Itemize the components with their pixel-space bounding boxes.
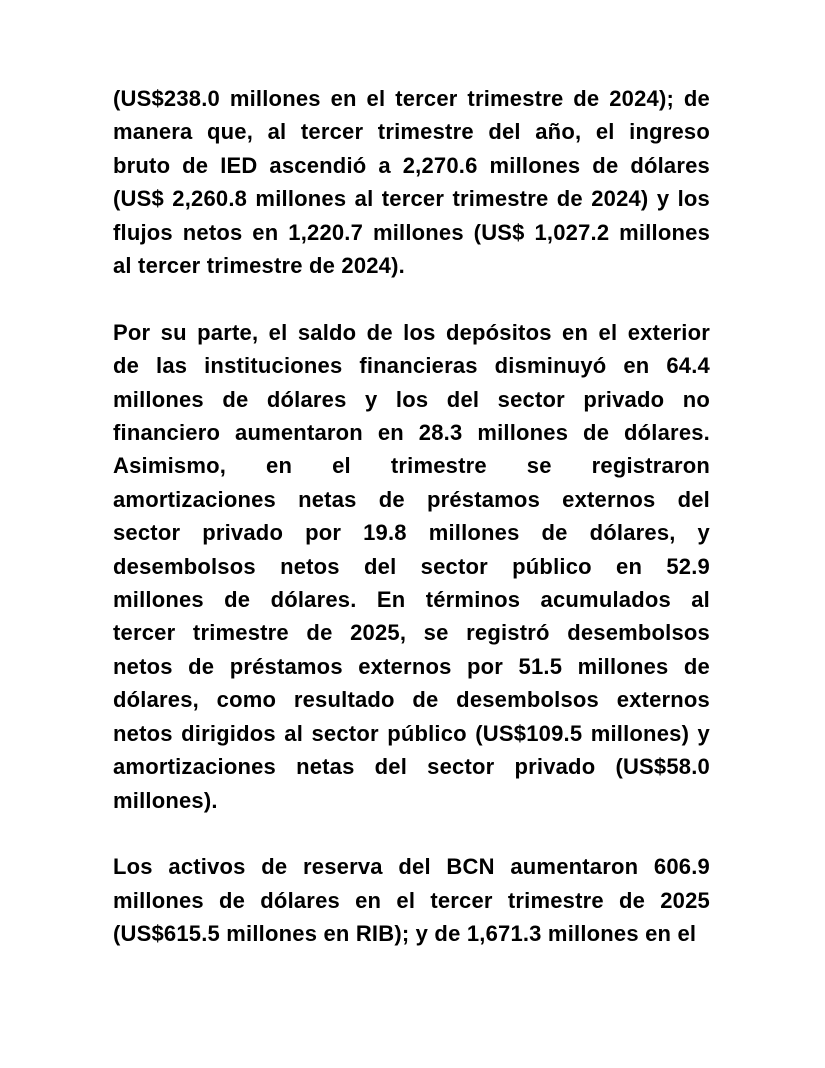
text-line: millones). — [113, 787, 218, 813]
text-line: (US$238.0 millones en el tercer trimestre de 2024); de — [113, 86, 710, 111]
text-line: Por su parte, el saldo de los depósitos en el exterior — [113, 319, 710, 345]
text-line: netos de préstamos externos por 51.5 millones de — [113, 653, 710, 679]
text-line: Los activos de reserva del BCN aumentaron 606.9 — [113, 854, 710, 880]
text-line: Asimismo, en el trimestre se registraron — [113, 453, 710, 479]
text-line: millones de dólares en el tercer trimestre de 2025 — [113, 887, 710, 913]
text-line: millones de dólares. En términos acumulados al — [113, 587, 710, 613]
text-line: desembolsos netos del sector público en 52.9 — [113, 553, 710, 579]
paragraph — [113, 82, 710, 282]
paragraph — [113, 850, 710, 950]
text-line: de las instituciones financieras disminuyó en 64.4 — [113, 353, 710, 379]
text-line: amortizaciones netas del sector privado (US$58.0 — [113, 754, 710, 780]
paragraph — [113, 316, 710, 817]
text-line: dólares, como resultado de desembolsos externos — [113, 687, 710, 713]
document-text-block — [113, 82, 710, 984]
text-line: netos dirigidos al sector público (US$109.5 millones) y — [113, 720, 710, 746]
text-line: tercer trimestre de 2025, se registró desembolsos — [113, 620, 710, 646]
text-line: (US$615.5 millones en RIB); y de 1,671.3 millones en el — [113, 921, 697, 947]
text-line: millones de dólares y los del sector privado no — [113, 386, 710, 412]
text-line: (US$ 2,260.8 millones al tercer trimestre de 2024) y los — [113, 186, 710, 212]
text-line: sector privado por 19.8 millones de dólares, y — [113, 520, 710, 546]
text-line: al tercer trimestre de 2024). — [113, 253, 405, 279]
text-line: flujos netos en 1,220.7 millones (US$ 1,027.2 millones — [113, 219, 710, 245]
text-line: manera que, al tercer trimestre del año, el ingreso — [113, 119, 710, 145]
text-line: financiero aumentaron en 28.3 millones de dólares. — [113, 420, 710, 446]
text-line: amortizaciones netas de préstamos externos del — [113, 486, 710, 512]
text-line: bruto de IED ascendió a 2,270.6 millones de dólares — [113, 152, 710, 178]
